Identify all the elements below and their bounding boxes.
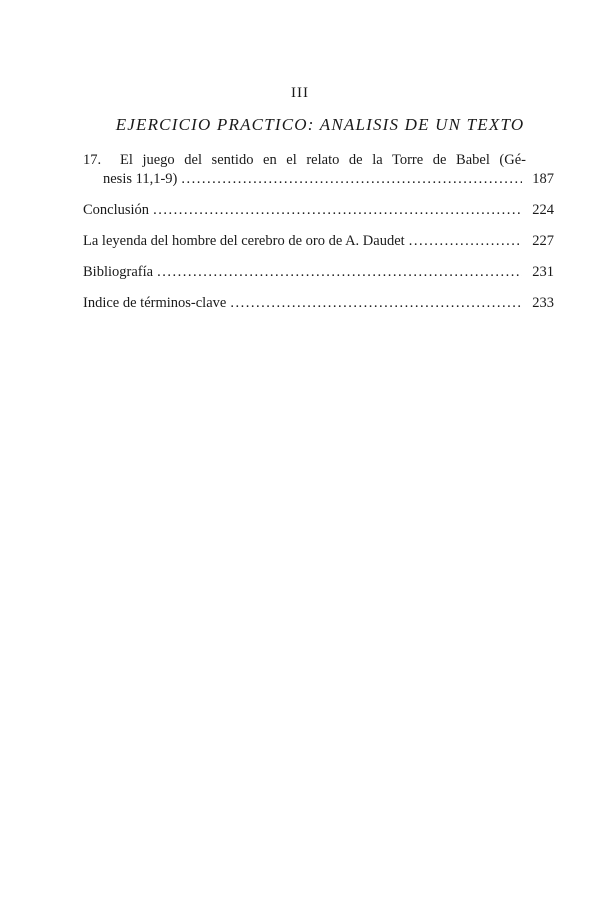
dot-leader: [153, 201, 522, 220]
dot-leader: [409, 232, 522, 251]
page-number: 233: [532, 295, 554, 311]
toc-entry-indice[interactable]: [83, 294, 554, 313]
dot-leader: [181, 170, 522, 189]
page-number: 187: [532, 171, 554, 187]
toc-entry-bibliografia[interactable]: [83, 263, 554, 282]
page-number: 227: [532, 233, 554, 249]
part-number: III: [291, 85, 309, 101]
toc-entry-chapter-17[interactable]: [83, 151, 554, 189]
toc-entry-second-line: [83, 170, 554, 189]
page-number: 231: [532, 264, 554, 280]
dot-leader: [157, 263, 522, 282]
chapter-number: 17.: [83, 152, 102, 168]
chapter-title-line1: El juego del sentido en el relato de la Torre de Babel (Gé-: [120, 152, 526, 168]
toc-entry-conclusion[interactable]: [83, 201, 554, 220]
part-title: EJERCICIO PRACTICO: ANALISIS DE UN TEXTO: [115, 115, 525, 134]
chapter-title-line2: nesis 11,1-9): [103, 171, 178, 187]
page-number: 224: [532, 202, 554, 218]
dot-leader: [230, 294, 522, 313]
entry-title: Indice de términos-clave: [83, 295, 227, 311]
entry-title: La leyenda del hombre del cerebro de oro de A. Daudet: [83, 233, 405, 249]
entry-title: Conclusión: [83, 202, 150, 218]
table-of-contents: [83, 151, 554, 313]
entry-title: Bibliografía: [83, 264, 154, 280]
toc-entry-first-line: [83, 151, 554, 170]
toc-entry-leyenda[interactable]: [83, 232, 554, 251]
